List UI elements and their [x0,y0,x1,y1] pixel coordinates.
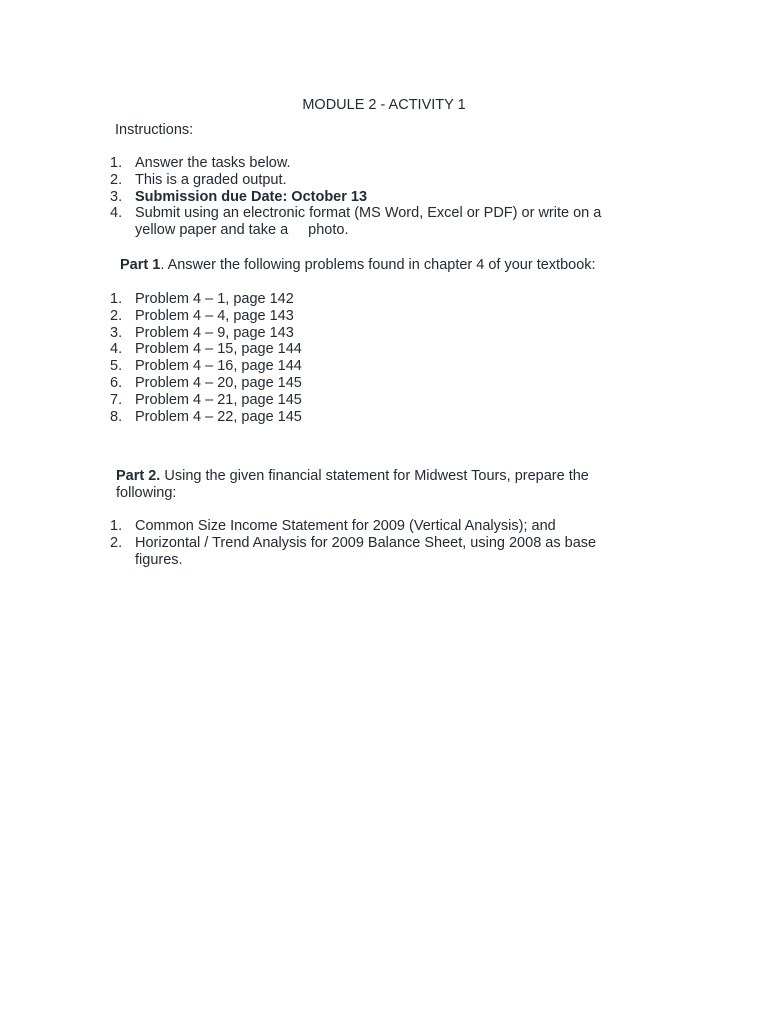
list-item-text: Horizontal / Trend Analysis for 2009 Balance Sheet, using 2008 as base figures. [135,534,597,568]
list-item-text: Submit using an electronic format (MS Word, Excel or PDF) or write on a [135,205,602,222]
page-title [0,96,768,114]
list-number: 8. [110,408,123,425]
list-item-text: Problem 4 – 1, page 142 [135,291,294,307]
list-number: 5. [110,358,123,375]
instructions-heading [115,122,655,139]
list-item [110,155,650,172]
list-item [110,535,630,569]
list-number: 2. [110,534,123,551]
list-item-text: photo. [308,222,349,239]
list-item-text: Problem 4 – 9, page 143 [135,324,294,341]
list-number: 7. [110,391,123,408]
list-item [110,341,650,358]
list-item-text: Common Size Income Statement for 2009 (Vertical Analysis); and [135,518,556,534]
list-item [110,189,650,206]
list-number: 6. [110,374,123,391]
list-item-text: Problem 4 – 21, page 145 [135,391,302,408]
list-item [110,325,650,342]
list-number: 1. [110,155,123,171]
list-item-text: Problem 4 – 22, page 145 [135,408,302,425]
list-item-text: Problem 4 – 4, page 143 [135,307,294,324]
list-number: 3. [110,324,123,341]
list-item-text: Problem 4 – 15, page 144 [135,341,302,358]
part2-intro [116,468,636,502]
list-number: 2. [110,171,123,188]
title-text: MODULE 2 - ACTIVITY 1 [302,97,466,113]
list-item [110,392,650,409]
list-number: 4. [110,341,123,358]
list-item-text: Problem 4 – 20, page 145 [135,374,302,391]
list-number: 3. [110,188,123,205]
instructions-heading-text: Instructions: [115,122,194,138]
instructions-list [110,155,650,239]
part2-task-list [110,518,630,568]
part1-text: . Answer the following problems found in chapter 4 of your textbook: [160,257,596,273]
list-item-text: This is a graded output. [135,171,287,188]
list-item [110,409,650,426]
list-item [110,518,630,535]
list-number: 1. [110,518,123,534]
list-item-text: Problem 4 – 16, page 144 [135,358,302,375]
list-item [110,172,650,189]
list-item-text: yellow paper and take a [135,222,289,239]
list-item-text: Answer the tasks below. [135,155,291,171]
list-item [110,291,650,308]
list-number: 4. [110,205,123,222]
part1-label: Part 1 [120,257,161,273]
list-number: 1. [110,291,123,307]
list-item [110,205,650,239]
list-item [110,375,650,392]
part2-label: Part 2. [116,468,161,484]
part1-intro [120,257,660,274]
submission-due-date: Submission due Date: October 13 [135,188,368,205]
list-item [110,308,650,325]
list-item [110,358,650,375]
part2-text: Using the given financial statement for Midwest Tours, prepare the following: [116,468,589,501]
part1-problem-list [110,291,650,425]
list-number: 2. [110,307,123,324]
